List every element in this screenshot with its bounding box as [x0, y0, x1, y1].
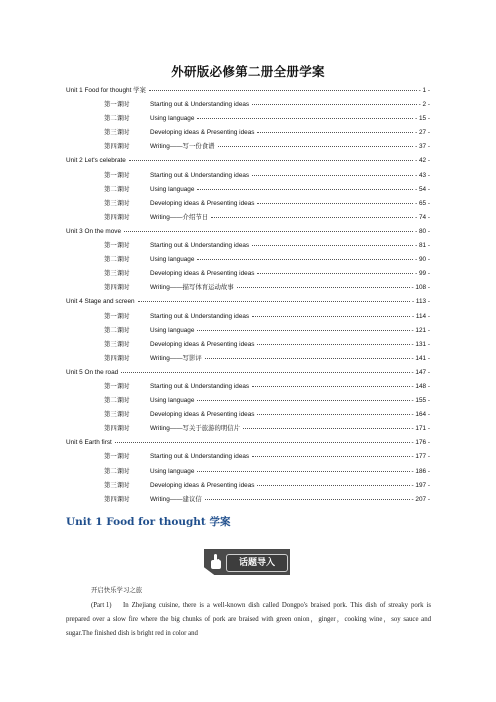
toc-page-number: - 2 -	[418, 101, 430, 109]
toc-lesson-entry[interactable]	[66, 197, 430, 211]
toc-leader-dots	[129, 156, 413, 161]
toc-entry-label: Writing——写关于旅游的明信片	[150, 425, 241, 433]
toc-lesson-entry[interactable]	[66, 169, 430, 183]
toc-leader-dots	[211, 213, 413, 218]
toc-page-number: - 131 -	[411, 340, 430, 348]
toc-unit-entry[interactable]	[66, 225, 430, 239]
toc-page-number: - 176 -	[411, 439, 430, 447]
toc-leader-dots	[197, 467, 409, 472]
toc-page-number: - 99 -	[415, 270, 430, 278]
toc-page-number: - 148 -	[411, 382, 430, 390]
toc-leader-dots	[197, 185, 413, 190]
toc-leader-dots	[257, 410, 409, 415]
body-paragraph	[66, 599, 431, 642]
toc-lesson-entry[interactable]	[66, 98, 430, 112]
toc-leader-dots	[243, 424, 409, 429]
pointing-hand-icon	[209, 553, 223, 571]
toc-leader-dots	[257, 269, 413, 274]
toc-lesson-entry[interactable]	[66, 281, 430, 295]
toc-lesson-number: 第四课时	[104, 354, 130, 362]
toc-page-number: - 74 -	[415, 213, 430, 221]
toc-lesson-number: 第三课时	[104, 340, 130, 348]
table-of-contents	[66, 84, 430, 507]
toc-lesson-number: 第一课时	[104, 242, 130, 250]
toc-page-number: - 197 -	[411, 481, 430, 489]
toc-page-number: - 42 -	[415, 157, 430, 165]
section-heading: Unit 1 Food for thought 学案	[66, 516, 231, 528]
toc-lesson-number: 第三课时	[104, 270, 130, 278]
toc-leader-dots	[237, 283, 410, 288]
toc-entry-label: Using language	[150, 115, 195, 123]
toc-entry-label: Unit 2 Let's celebrate	[66, 157, 126, 165]
toc-page-number: - 81 -	[415, 242, 430, 250]
toc-leader-dots	[115, 438, 410, 443]
toc-leader-dots	[252, 452, 409, 457]
toc-entry-label: Writing——建议信	[150, 495, 202, 503]
toc-entry-label: Starting out & Understanding ideas	[150, 171, 250, 179]
toc-leader-dots	[197, 326, 409, 331]
toc-leader-dots	[121, 368, 409, 373]
toc-entry-label: Writing——介绍节日	[150, 213, 209, 221]
toc-entry-label: Using language	[150, 467, 195, 475]
toc-entry-label: Developing ideas & Presenting ideas	[150, 129, 255, 137]
toc-lesson-entry[interactable]	[66, 338, 430, 352]
toc-lesson-entry[interactable]	[66, 479, 430, 493]
toc-unit-entry[interactable]	[66, 84, 430, 98]
toc-lesson-entry[interactable]	[66, 239, 430, 253]
toc-lesson-number: 第一课时	[104, 101, 130, 109]
toc-leader-dots	[197, 396, 409, 401]
toc-lesson-number: 第三课时	[104, 129, 130, 137]
toc-page-number: - 43 -	[415, 171, 430, 179]
toc-lesson-entry[interactable]	[66, 267, 430, 281]
toc-lesson-entry[interactable]	[66, 493, 430, 507]
toc-entry-label: Writing——描写体育运动故事	[150, 284, 234, 292]
toc-entry-label: Starting out & Understanding ideas	[150, 453, 250, 461]
toc-unit-entry[interactable]	[66, 295, 430, 309]
toc-page-number: - 80 -	[415, 227, 430, 235]
toc-entry-label: Using language	[150, 256, 195, 264]
toc-leader-dots	[257, 128, 413, 133]
toc-page-number: - 108 -	[411, 284, 430, 292]
toc-leader-dots	[257, 199, 413, 204]
toc-lesson-entry[interactable]	[66, 380, 430, 394]
toc-leader-dots	[252, 100, 417, 105]
toc-lesson-number: 第三课时	[104, 411, 130, 419]
toc-entry-label: Writing——写一份食谱	[150, 143, 215, 151]
toc-entry-label: Developing ideas & Presenting ideas	[150, 270, 255, 278]
toc-page-number: - 171 -	[411, 425, 430, 433]
toc-lesson-entry[interactable]	[66, 126, 430, 140]
toc-leader-dots	[149, 86, 417, 91]
toc-lesson-entry[interactable]	[66, 465, 430, 479]
intro-line: 开启快乐学习之旅	[91, 586, 143, 594]
toc-page-number: - 114 -	[412, 312, 430, 320]
toc-page-number: - 164 -	[411, 411, 430, 419]
toc-entry-label: Unit 1 Food for thought 学案	[66, 87, 146, 94]
part-label: (Part 1)	[91, 602, 112, 609]
toc-entry-label: Unit 3 On the move	[66, 227, 122, 235]
toc-leader-dots	[252, 312, 410, 317]
toc-leader-dots	[138, 297, 410, 302]
toc-entry-label: Writing——写影评	[150, 354, 202, 362]
toc-leader-dots	[252, 171, 413, 176]
toc-leader-dots	[197, 255, 413, 260]
toc-lesson-entry[interactable]	[66, 450, 430, 464]
toc-lesson-entry[interactable]	[66, 211, 430, 225]
toc-entry-label: Starting out & Understanding ideas	[150, 242, 250, 250]
toc-leader-dots	[124, 227, 413, 232]
toc-lesson-entry[interactable]	[66, 324, 430, 338]
toc-page-number: - 113 -	[412, 298, 430, 306]
toc-leader-dots	[257, 340, 409, 345]
toc-lesson-entry[interactable]	[66, 183, 430, 197]
toc-lesson-entry[interactable]	[66, 394, 430, 408]
toc-unit-entry[interactable]	[66, 154, 430, 168]
toc-lesson-number: 第二课时	[104, 256, 130, 264]
toc-lesson-entry[interactable]	[66, 352, 430, 366]
toc-lesson-entry[interactable]	[66, 253, 430, 267]
toc-lesson-entry[interactable]	[66, 408, 430, 422]
toc-lesson-number: 第二课时	[104, 397, 130, 405]
toc-leader-dots	[252, 241, 413, 246]
toc-page-number: - 15 -	[415, 115, 430, 123]
toc-lesson-number: 第一课时	[104, 171, 130, 179]
toc-entry-label: Using language	[150, 326, 195, 334]
toc-leader-dots	[257, 481, 409, 486]
toc-lesson-entry[interactable]	[66, 112, 430, 126]
body-text: In Zhejiang cuisine, there is a well-known dish called Dongpo's braised pork. This dish of streaky pork is prepared over a slow fire where the big chunks of pork are braised with green onion，ginger，cooking wine，soy sauce and sugar.The finished dish is bright red in color and	[66, 602, 431, 638]
toc-lesson-number: 第一课时	[104, 453, 130, 461]
toc-unit-entry[interactable]	[66, 436, 430, 450]
toc-entry-label: Developing ideas & Presenting ideas	[150, 199, 255, 207]
toc-lesson-number: 第二课时	[104, 185, 130, 193]
toc-lesson-number: 第四课时	[104, 143, 130, 151]
toc-page-number: - 186 -	[411, 467, 430, 475]
toc-page-number: - 121 -	[411, 326, 430, 334]
toc-leader-dots	[205, 354, 410, 359]
toc-leader-dots	[252, 382, 409, 387]
toc-lesson-number: 第二课时	[104, 467, 130, 475]
toc-leader-dots	[218, 142, 414, 147]
toc-lesson-number: 第四课时	[104, 284, 130, 292]
toc-page-number: - 177 -	[411, 453, 430, 461]
toc-lesson-entry[interactable]	[66, 310, 430, 324]
toc-page-number: - 65 -	[415, 199, 430, 207]
toc-lesson-number: 第四课时	[104, 213, 130, 221]
toc-page-number: - 54 -	[415, 185, 430, 193]
toc-lesson-entry[interactable]	[66, 422, 430, 436]
toc-lesson-number: 第三课时	[104, 481, 130, 489]
toc-page-number: - 37 -	[415, 143, 430, 151]
toc-entry-label: Starting out & Understanding ideas	[150, 382, 250, 390]
toc-entry-label: Developing ideas & Presenting ideas	[150, 411, 255, 419]
document-title: 外研版必修第二册全册学案	[171, 64, 325, 79]
toc-lesson-number: 第三课时	[104, 199, 130, 207]
toc-entry-label: Developing ideas & Presenting ideas	[150, 481, 255, 489]
toc-entry-label: Starting out & Understanding ideas	[150, 312, 250, 320]
toc-unit-entry[interactable]	[66, 366, 430, 380]
toc-leader-dots	[197, 114, 413, 119]
toc-lesson-number: 第二课时	[104, 326, 130, 334]
toc-lesson-number: 第二课时	[104, 115, 130, 123]
toc-page-number: - 207 -	[411, 495, 430, 503]
toc-page-number: - 90 -	[415, 256, 430, 264]
toc-page-number: - 155 -	[411, 397, 430, 405]
toc-page-number: - 1 -	[418, 87, 430, 94]
toc-entry-label: Unit 4 Stage and screen	[66, 298, 135, 306]
toc-entry-label: Developing ideas & Presenting ideas	[150, 340, 255, 348]
toc-entry-label: Using language	[150, 185, 195, 193]
toc-page-number: - 27 -	[415, 129, 430, 137]
toc-leader-dots	[205, 495, 410, 500]
toc-entry-label: Using language	[150, 397, 195, 405]
topic-intro-banner	[204, 549, 290, 575]
toc-page-number: - 147 -	[411, 368, 430, 376]
toc-lesson-number: 第四课时	[104, 495, 130, 503]
toc-lesson-number: 第四课时	[104, 425, 130, 433]
toc-lesson-number: 第一课时	[104, 382, 130, 390]
toc-lesson-number: 第一课时	[104, 312, 130, 320]
toc-entry-label: Starting out & Understanding ideas	[150, 101, 250, 109]
toc-entry-label: Unit 5 On the road	[66, 368, 119, 376]
toc-page-number: - 141 -	[411, 354, 430, 362]
toc-entry-label: Unit 6 Earth first	[66, 439, 112, 447]
toc-lesson-entry[interactable]	[66, 140, 430, 154]
banner-label: 话题导入	[226, 554, 288, 572]
